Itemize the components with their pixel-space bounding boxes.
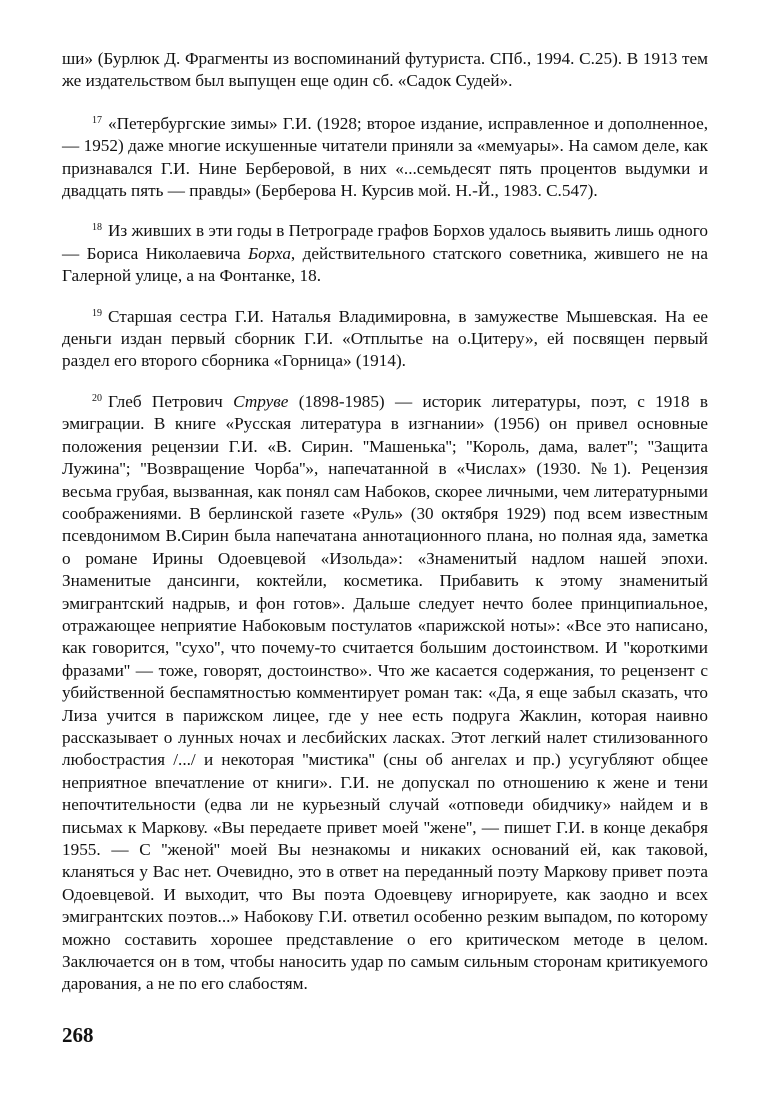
footnote-text-before: Из живших в эти годы в Петрограде графов Борхов удалось выявить лишь одного — Бориса Николаевича bbox=[62, 221, 708, 263]
footnote-number: 19 bbox=[92, 307, 102, 319]
footnote-18 bbox=[62, 217, 708, 287]
footnote-text-after: (1898-1985) — историк литературы, поэт, с 1918 в эмиграции. В книге «Русская литература в изгнании» (1956) он привел основные положения рецензии Г.И. «В. Сирин. ''Машенька''; ''Король, дама, валет''; ''Защита Лужина''; ''Возвращение Чорба''», напечатанной в «Числах» (1930. №1). Рецензия весьма грубая, вызванная, как понял сам Набоков, скорее личными, чем литературными соображениями. В берлинской газете «Руль» (30 октября 1929) под всем известным псевдонимом В.Сирин была напечатана аннотационного плана, но полная яда, заметка о романе Ирины Одоевцевой «Изольда»: «Знаменитый надлом нашей эпохи. Знаменитые дансинги, коктейли, косметика. Прибавить к этому знаменитый эмигрантский надрыв, и фон готов». Дальше следует нечто более принципиальное, отражающее неприятие Набоковым постулатов «парижской ноты»: «Все это написано, как говорится, ''сухо'', что почему-то считается большим достоинством. И ''короткими фразами'' — тоже, говорят, достоинство». Что же касается содержания, то рецензент с убийственной беспамятностью комментирует роман так: «Да, я еще забыл сказать, что Лиза учится в парижском лицее, где у нее есть подруга Жаклин, которая наивно рассказывает о лунных ночах и лесбийских ласках. Этот легкий налет стилизованного любострастия /.../ и некоторая ''мистика'' (сны об ангелах и пр.) усугубляют общее неприятное впечатление от книги». Г.И. не допускал по отношению к жене и тени непочтительности (едва ли не курьезный случай «отповеди обидчику» найдем и в письмах к Маркову. «Вы передаете привет моей ''жене'', — пишет Г.И. в конце декабря 1955. — С ''женой'' моей Вы незнакомы и никаких оснований ей, как таковой, кланяться у Вас нет. Очевидно, это в ответ на переданный поэту Маркову привет поэта Одоевцевой. И выходит, что Вы поэта Одоевцеву игнорируете, как заодно и всех эмигрантских поэтов...» Набокову Г.И. ответил особенно резким выпадом, по которому можно составить хорошее представление о его критическом методе в целом. Заключается он в том, чтобы наносить удар по самым сильным сторонам критикуемого дарования, а не по его слабостям. bbox=[62, 391, 708, 994]
footnote-italic-name: Борха bbox=[247, 243, 291, 263]
footnote-italic-name: Струве bbox=[233, 391, 289, 411]
footnote-19 bbox=[62, 303, 708, 373]
footnote-17 bbox=[62, 110, 708, 203]
footnote-continuation bbox=[62, 48, 708, 93]
footnote-number: 18 bbox=[92, 222, 102, 234]
page-number: 268 bbox=[62, 1023, 94, 1047]
footnote-text-before: Глеб Петрович bbox=[108, 391, 234, 411]
footnote-number: 17 bbox=[92, 114, 102, 126]
footnote-text: ши» (Бурлюк Д. Фрагменты из воспоминаний футуриста. СПб., 1994. С.25). В 1913 тем же издательством был выпущен еще один сб. «Садок Судей». bbox=[62, 49, 708, 91]
footnote-text: Старшая сестра Г.И. Наталья Владимировна, в замужестве Мышевская. На ее деньги издан первый сборник Г.И. «Отплытье на о.Цитеру», ей посвящен первый раздел его второго сборника «Горница» (1914). bbox=[62, 306, 708, 371]
footnote-text: «Петербургские зимы» Г.И. (1928; второе издание, исправленное и дополненное, — 1952) даже многие искушенные читатели приняли за «мемуары». На самом деле, как признавался Г.И. Нине Берберовой, в них «...семьдесят пять процентов выдумки и двадцать пять — правды» (Берберова Н. Курсив мой. Н.-Й., 1983. С.547). bbox=[62, 113, 708, 201]
footnote-20 bbox=[62, 388, 708, 996]
footnote-number: 20 bbox=[92, 392, 102, 404]
footnote-text-after: , действительного статского советника, жившего не на Галерной улице, а на Фонтанке, 18. bbox=[62, 243, 708, 286]
page-body bbox=[62, 48, 708, 1011]
